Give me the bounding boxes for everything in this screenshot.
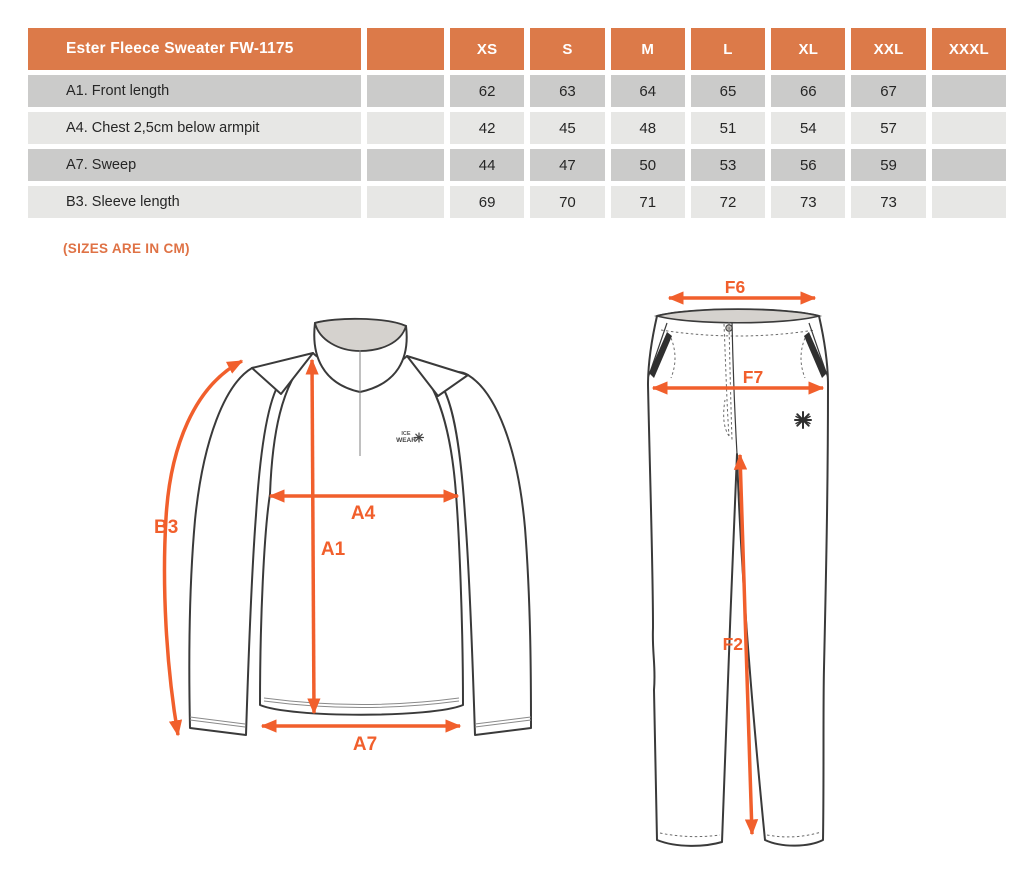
size-header-xl: XL (771, 28, 845, 70)
table-header-spacer (367, 28, 444, 70)
snowflake-icon (795, 412, 811, 428)
size-header-s: S (530, 28, 604, 70)
measurement-label-a7: A7 (352, 734, 378, 755)
value-cell: 73 (851, 186, 925, 218)
measurement-label-f7: F7 (742, 367, 764, 387)
value-cell: 48 (611, 112, 685, 144)
value-cell: 72 (691, 186, 765, 218)
value-cell: 62 (450, 75, 524, 107)
value-cell: 42 (450, 112, 524, 144)
value-cell: 70 (530, 186, 604, 218)
row-label: A7. Sweep (28, 149, 361, 181)
value-cell: 73 (771, 186, 845, 218)
row-label: B3. Sleeve length (28, 186, 361, 218)
value-cell: 65 (691, 75, 765, 107)
measurement-label-b3: B3 (154, 517, 179, 538)
snowflake-icon (415, 433, 424, 442)
row-label: A1. Front length (28, 75, 361, 107)
value-cell: 66 (771, 75, 845, 107)
sweater-diagram (130, 280, 550, 785)
row-spacer (367, 75, 444, 107)
size-header-xxxl: XXXL (932, 28, 1006, 70)
logo-text-ice: ICE (401, 431, 411, 437)
measurement-label-a4: A4 (350, 503, 376, 524)
row-spacer (367, 186, 444, 218)
value-cell: 59 (851, 149, 925, 181)
value-cell (932, 149, 1006, 181)
size-table (28, 28, 1006, 218)
row-label: A4. Chest 2,5cm below armpit (28, 112, 361, 144)
row-spacer (367, 112, 444, 144)
sweater-body (260, 353, 463, 715)
value-cell: 51 (691, 112, 765, 144)
measurement-label-a1: A1 (320, 539, 346, 560)
value-cell (932, 186, 1006, 218)
size-header-xs: XS (450, 28, 524, 70)
value-cell: 54 (771, 112, 845, 144)
value-cell (932, 112, 1006, 144)
value-cell: 63 (530, 75, 604, 107)
value-cell (932, 75, 1006, 107)
value-cell: 71 (611, 186, 685, 218)
pants-diagram (625, 278, 895, 888)
value-cell: 50 (611, 149, 685, 181)
value-cell: 69 (450, 186, 524, 218)
value-cell: 45 (530, 112, 604, 144)
measurement-label-f2: F2 (722, 634, 743, 654)
value-cell: 57 (851, 112, 925, 144)
value-cell: 47 (530, 149, 604, 181)
units-note: (SIZES ARE IN CM) (63, 241, 190, 256)
value-cell: 44 (450, 149, 524, 181)
size-header-m: M (611, 28, 685, 70)
size-header-l: L (691, 28, 765, 70)
waistband-inner (657, 309, 819, 323)
value-cell: 67 (851, 75, 925, 107)
arrow-a1 (312, 360, 314, 713)
size-header-xxl: XXL (851, 28, 925, 70)
row-spacer (367, 149, 444, 181)
logo-text-wear: WEAR (396, 437, 416, 444)
measurement-label-f6: F6 (724, 278, 746, 297)
value-cell: 53 (691, 149, 765, 181)
value-cell: 56 (771, 149, 845, 181)
table-title: Ester Fleece Sweater FW-1175 (28, 28, 361, 70)
value-cell: 64 (611, 75, 685, 107)
